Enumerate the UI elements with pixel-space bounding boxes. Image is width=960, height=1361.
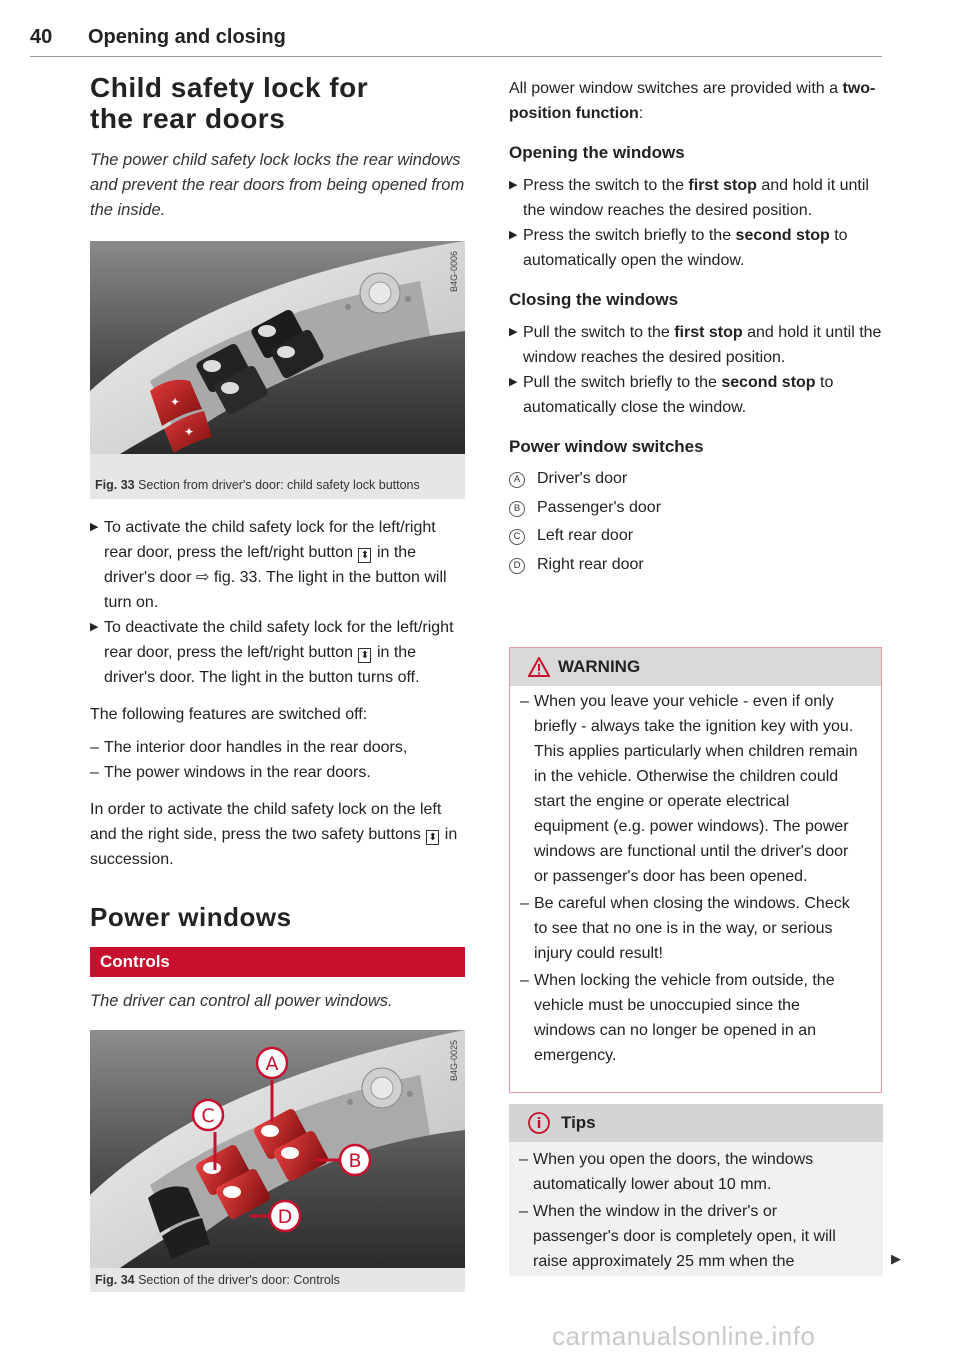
switch-item-b: B Passenger's door <box>509 494 882 523</box>
tips-box <box>509 1104 883 1276</box>
closing-heading: Closing the windows <box>509 290 679 309</box>
callout-d <box>270 1201 300 1231</box>
section-title: Opening and closing <box>88 26 286 48</box>
activate-text: To activate the child safety lock for the left/right rear door, press the left/right button <box>104 519 436 561</box>
door-panel-image <box>90 241 465 454</box>
power-windows-heading: Power windows <box>90 902 292 932</box>
close-first-stop: ▶ Pull the switch to the first stop and hold it until the window reaches the desired position. <box>509 324 882 366</box>
tip-item: – When the window in the driver's or passenger's door is completely open, it will raise approximately 25 mm when the <box>519 1203 836 1270</box>
switch-item-c: C Left rear door <box>509 522 882 551</box>
child-lock-button-symbol: ⬍ <box>358 648 371 663</box>
opening-heading: Opening the windows <box>509 143 685 162</box>
callout-a <box>257 1048 287 1078</box>
svg-text:✦: ✦ <box>170 395 181 409</box>
svg-text:D: D <box>277 1206 293 1228</box>
info-icon <box>527 1111 551 1135</box>
close-second-stop: ▶ Pull the switch briefly to the second stop to automatically close the window. <box>509 374 834 416</box>
figure-label: Fig. 34 <box>95 1273 135 1287</box>
figure-code: B4G-0006 <box>449 251 459 293</box>
figure-caption-text: Section of the driver's door: Controls <box>138 1273 340 1287</box>
heading-line-2: the rear doors <box>90 103 286 134</box>
tip-item: – When you open the doors, the windows automatically lower about 10 mm. <box>519 1151 814 1193</box>
warning-title: WARNING <box>558 657 641 676</box>
svg-text:i: i <box>536 1116 542 1132</box>
switches-list <box>509 465 882 579</box>
svg-text:C: C <box>201 1105 215 1127</box>
switch-item-d: D Right rear door <box>509 551 882 580</box>
child-lock-body <box>90 515 465 872</box>
warning-list <box>510 686 881 1068</box>
figure-code: B4G-0025 <box>449 1040 459 1082</box>
figure-33 <box>90 241 465 499</box>
figure-34 <box>90 1030 465 1292</box>
page-number: 40 <box>30 26 53 48</box>
left-column <box>90 72 465 1292</box>
continue-arrow-icon: ▶ <box>891 1251 901 1266</box>
svg-text:✦: ✦ <box>184 425 195 439</box>
figure-caption-text: Section from driver's door: child safety lock buttons <box>138 478 420 492</box>
figure-caption <box>90 476 465 495</box>
activate-instruction: ▶ To activate the child safety lock for the left/right rear door, press the left/right button ⬍ in the driver's door ⇨ fig. 33. The light in the button will turn on. <box>90 519 447 611</box>
activate-tail: in the driver's door ⇨ fig. 33. The light in the button will turn on. <box>104 544 447 611</box>
deactivate-tail: in the driver's door. The light in the button turns off. <box>104 644 420 686</box>
heading-line-1: Child safety lock for <box>90 72 369 103</box>
warning-triangle-icon <box>528 657 550 677</box>
warning-item: – When you leave your vehicle - even if only briefly - always take the ignition key with you. This applies particularly when children remain in the vehicle. Otherwise the children could start the engine or operate electrical equipment (e.g. power windows). The power windows are functional until the driver's door or passenger's door has been opened. <box>520 693 858 885</box>
svg-text:A: A <box>265 1053 279 1075</box>
power-windows-intro: The driver can control all power windows. <box>90 992 393 1010</box>
deactivate-instruction: ▶ To deactivate the child safety lock for the left/right rear door, press the left/right button ⬍ in the driver's door. The light in the button turns off. <box>90 619 454 686</box>
open-second-stop: ▶ Press the switch briefly to the second stop to automatically open the window. <box>509 227 848 269</box>
child-lock-intro: The power child safety lock locks the rear windows and prevent the rear doors from being opened from the inside. <box>90 151 465 219</box>
controls-bar: Controls <box>90 947 465 977</box>
right-column <box>509 76 882 579</box>
child-lock-heading <box>90 72 465 134</box>
open-first-stop: ▶ Press the switch to the first stop and hold it until the window reaches the desired position. <box>509 177 869 219</box>
tips-list <box>509 1142 883 1274</box>
deactivate-text: To deactivate the child safety lock for the left/right rear door, press the left/right button <box>104 619 454 661</box>
figure-caption <box>90 1271 465 1290</box>
switched-off-text: The following features are switched off: <box>90 706 368 723</box>
callout-b <box>340 1145 370 1175</box>
svg-text:B: B <box>348 1150 362 1172</box>
warning-box <box>509 647 882 1093</box>
switched-off-item: – The power windows in the rear doors. <box>90 764 371 781</box>
switch-item-a: A Driver's door <box>509 465 882 494</box>
watermark: carmanualsonline.info <box>552 1321 816 1351</box>
page-header <box>30 22 882 57</box>
door-controls-image <box>90 1030 465 1268</box>
warning-header <box>510 648 881 686</box>
child-lock-button-symbol: ⬍ <box>426 830 439 845</box>
figure-label: Fig. 33 <box>95 478 135 492</box>
child-lock-button-symbol: ⬍ <box>358 548 371 563</box>
two-position-intro: All power window switches are provided with a two-position function: <box>509 80 876 122</box>
warning-item: – When locking the vehicle from outside, the vehicle must be unoccupied since the windows can no longer be opened in an emergency. <box>520 972 835 1064</box>
switched-off-item: – The interior door handles in the rear doors, <box>90 739 408 756</box>
both-sides-text: In order to activate the child safety lock on the left and the right side, press the two safety buttons ⬍ in succession. <box>90 801 458 868</box>
callout-c <box>193 1100 223 1130</box>
switches-heading: Power window switches <box>509 437 704 456</box>
tips-header <box>509 1104 883 1142</box>
tips-title: Tips <box>561 1113 596 1132</box>
warning-item: – Be careful when closing the windows. Check to see that no one is in the way, or serious injury could result! <box>520 895 850 962</box>
